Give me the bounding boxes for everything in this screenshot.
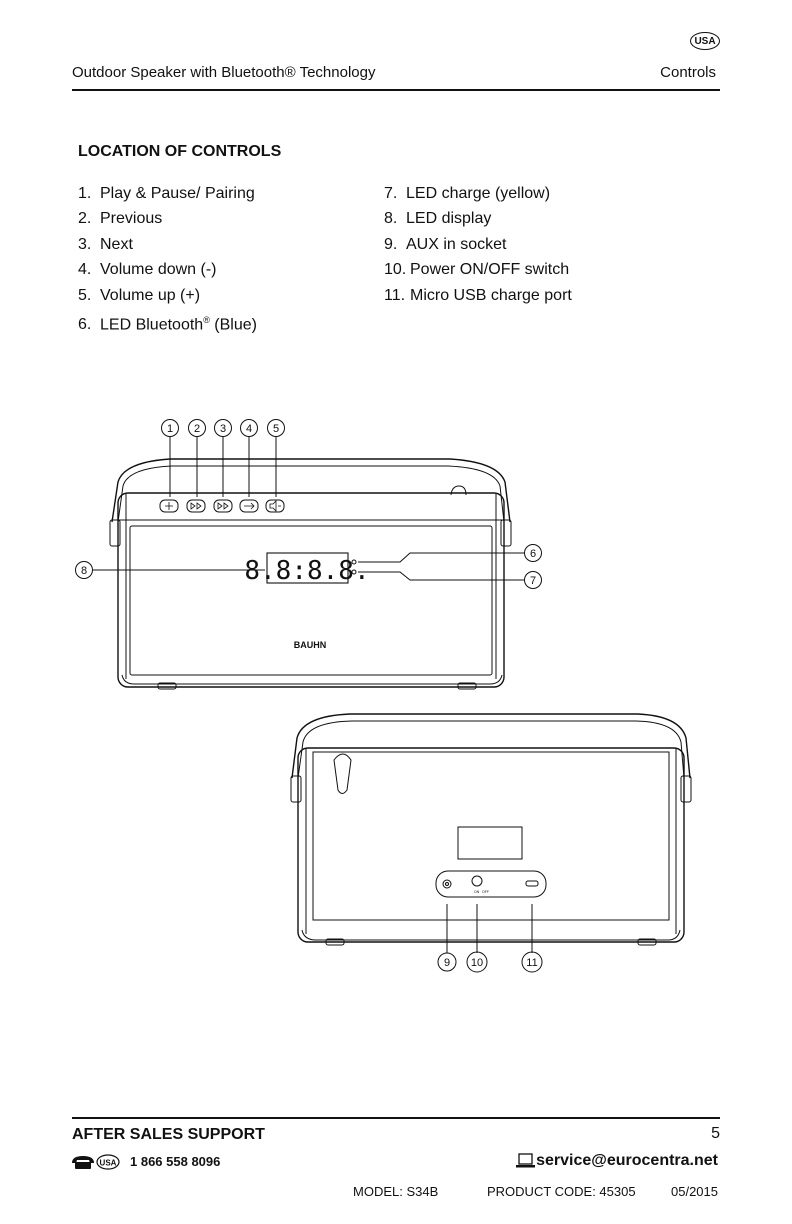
list-item: 4. Volume down (-) xyxy=(78,261,217,279)
svg-text:8: 8 xyxy=(80,565,88,577)
list-item: 7. LED charge (yellow) xyxy=(384,185,551,202)
document-title: Outdoor Speaker with Bluetooth® Technology xyxy=(72,64,376,81)
svg-text:9: 9 xyxy=(443,957,451,969)
page-heading: LOCATION OF CONTROLS xyxy=(78,143,282,160)
led-display-digits: 8.8:8.8. xyxy=(244,556,370,586)
publication-date: 05/2015 xyxy=(671,1184,718,1199)
usa-badge: USA xyxy=(690,32,720,50)
list-item: 5. Volume up (+) xyxy=(78,286,201,304)
phone-icon xyxy=(72,1156,94,1169)
section-name: Controls xyxy=(660,64,716,81)
laptop-icon xyxy=(516,1154,535,1168)
list-item: 1. Play & Pause/ Pairing xyxy=(78,185,255,202)
list-item: 10. Power ON/OFF switch xyxy=(384,261,570,279)
list-item: 2. Previous xyxy=(78,210,163,228)
list-item: 11. Micro USB charge port xyxy=(384,286,572,304)
product-code: PRODUCT CODE: 45305 xyxy=(487,1184,636,1199)
support-email[interactable]: service@eurocentra.net xyxy=(536,1152,718,1169)
svg-text:4: 4 xyxy=(245,423,253,435)
svg-text:6: 6 xyxy=(529,548,537,560)
svg-text:7: 7 xyxy=(529,575,537,587)
footer-title: AFTER SALES SUPPORT xyxy=(72,1126,265,1143)
svg-text:11: 11 xyxy=(526,957,538,969)
svg-text:3: 3 xyxy=(219,423,227,435)
off-label: OFF xyxy=(482,890,489,894)
footer-divider xyxy=(72,1117,720,1119)
svg-text:USA: USA xyxy=(99,1158,117,1168)
back-view xyxy=(291,714,691,945)
callouts xyxy=(76,420,543,973)
svg-text:1: 1 xyxy=(166,423,174,435)
list-item: 9. AUX in socket xyxy=(384,235,507,253)
on-label: ON xyxy=(474,890,480,894)
list-item: 3. Next xyxy=(78,235,133,253)
page-number: 5 xyxy=(711,1125,720,1142)
model-number: MODEL: S34B xyxy=(353,1184,439,1199)
list-item: 8. LED display xyxy=(384,210,492,228)
brand-logo: BAUHN xyxy=(293,640,327,650)
usa-phone-badge xyxy=(97,1155,119,1169)
svg-text:2: 2 xyxy=(193,423,201,435)
svg-text:5: 5 xyxy=(272,423,280,435)
list-item: 6. LED Bluetooth® (Blue) xyxy=(78,314,257,334)
support-phone[interactable]: 1 866 558 8096 xyxy=(130,1154,221,1169)
svg-text:10: 10 xyxy=(470,957,484,969)
